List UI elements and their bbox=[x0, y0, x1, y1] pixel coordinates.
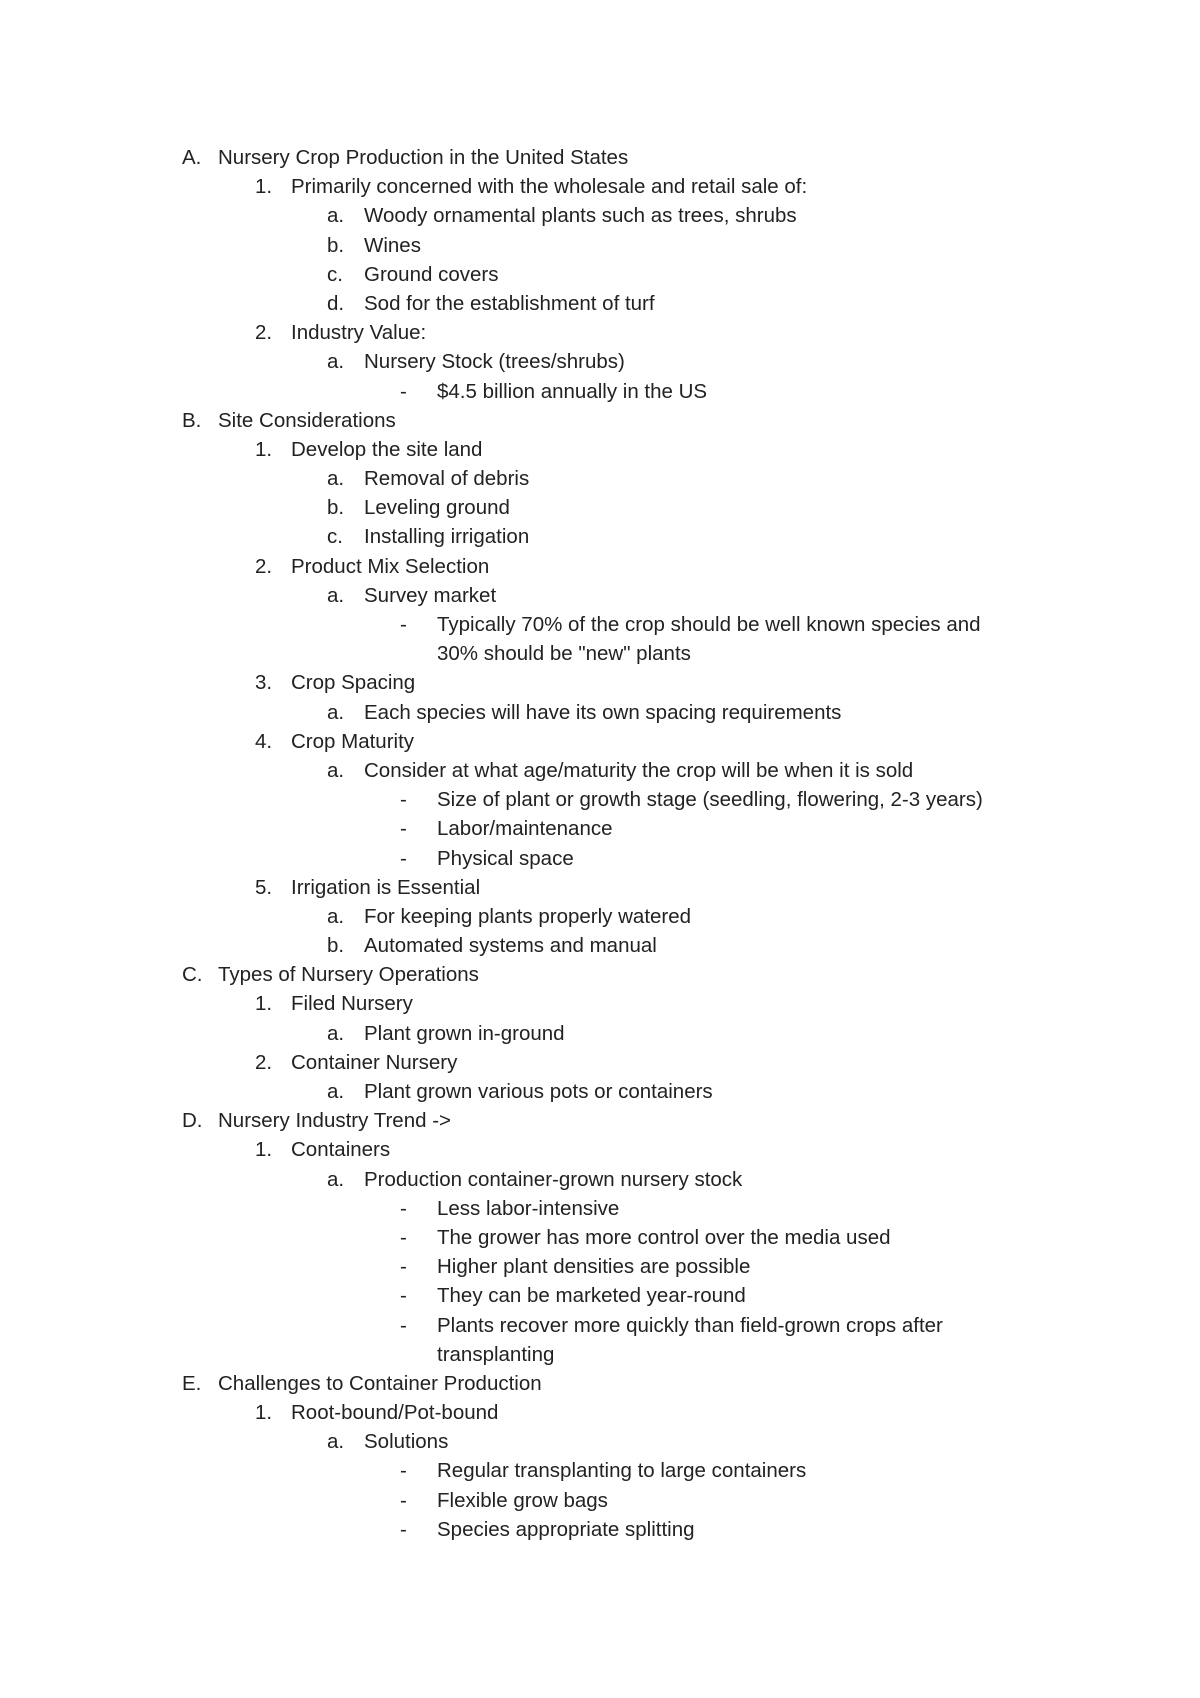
outline-text: Typically 70% of the crop should be well known species and bbox=[437, 613, 981, 636]
outline-marker: b. bbox=[327, 496, 345, 520]
outline-text: Challenges to Container Production bbox=[218, 1371, 542, 1395]
outline-marker: D. bbox=[182, 1109, 203, 1133]
outline-text: Plant grown various pots or containers bbox=[364, 1080, 713, 1103]
outline-text: The grower has more control over the media used bbox=[437, 1225, 891, 1249]
outline-text: Consider at what age/maturity the crop will be when it is sold bbox=[364, 758, 914, 782]
outline-marker: 1. bbox=[255, 992, 273, 1016]
bullet-dash: - bbox=[400, 788, 407, 812]
outline-item-level-1 bbox=[0, 552, 1200, 581]
outline-marker: a. bbox=[327, 204, 345, 228]
outline-item-level-3 bbox=[0, 814, 1200, 843]
outline-item-level-2 bbox=[0, 1165, 1200, 1194]
outline-marker: a. bbox=[327, 1021, 345, 1045]
outline-text: Installing irrigation bbox=[364, 525, 530, 549]
outline-text: Crop Spacing bbox=[291, 671, 416, 695]
outline-item-level-1 bbox=[0, 668, 1200, 697]
outline-marker: c. bbox=[327, 525, 343, 549]
outline-item-level-3 bbox=[0, 377, 1200, 406]
outline-text: Nursery Industry Trend -> bbox=[218, 1109, 451, 1133]
outline-item-level-3 bbox=[0, 1311, 1200, 1340]
outline-item-level-2 bbox=[0, 464, 1200, 493]
outline-text: Wines bbox=[364, 233, 421, 257]
bullet-dash: - bbox=[400, 1517, 407, 1541]
outline-marker: a. bbox=[327, 1080, 345, 1103]
outline-text: 30% should be "new" plants bbox=[437, 642, 691, 666]
bullet-dash: - bbox=[400, 1255, 407, 1279]
outline-item-level-2 bbox=[0, 260, 1200, 289]
outline-text: Solutions bbox=[364, 1430, 449, 1454]
outline-item-level-2 bbox=[0, 902, 1200, 931]
outline-marker: a. bbox=[327, 904, 345, 928]
outline-text: Nursery Stock (trees/shrubs) bbox=[364, 350, 625, 374]
outline-text: Primarily concerned with the wholesale and retail sale of: bbox=[291, 175, 808, 199]
outline-text: Size of plant or growth stage (seedling, flowering, 2-3 years) bbox=[437, 788, 983, 812]
outline-text: Leveling ground bbox=[364, 496, 510, 520]
outline-item-level-1 bbox=[0, 1048, 1200, 1077]
outline-text: Less labor-intensive bbox=[437, 1196, 620, 1220]
outline-marker: a. bbox=[327, 467, 345, 491]
outline-item-level-2 bbox=[0, 522, 1200, 551]
outline-item-level-2 bbox=[0, 201, 1200, 230]
bullet-dash: - bbox=[400, 1225, 407, 1249]
outline-item-level-1 bbox=[0, 318, 1200, 347]
outline-text: Survey market bbox=[364, 583, 497, 607]
outline-text: Irrigation is Essential bbox=[291, 875, 481, 899]
outline-text: Production container-grown nursery stock bbox=[364, 1167, 743, 1191]
outline-item-level-2 bbox=[0, 756, 1200, 785]
outline-text: Labor/maintenance bbox=[437, 817, 613, 841]
outline-marker: a. bbox=[327, 583, 345, 607]
outline-item-level-3 bbox=[0, 1486, 1200, 1515]
bullet-dash: - bbox=[400, 613, 407, 636]
outline-marker: b. bbox=[327, 233, 345, 257]
outline-text: Containers bbox=[291, 1138, 391, 1162]
outline-item-level-3 bbox=[0, 1281, 1200, 1310]
outline-item-level-0 bbox=[0, 960, 1200, 989]
bullet-dash: - bbox=[400, 1459, 407, 1483]
outline-text: For keeping plants properly watered bbox=[364, 904, 692, 928]
document-outline bbox=[0, 143, 1200, 1544]
bullet-dash: - bbox=[400, 846, 407, 870]
outline-item-level-3 bbox=[0, 844, 1200, 873]
outline-marker: 2. bbox=[255, 554, 273, 578]
outline-item-level-1 bbox=[0, 435, 1200, 464]
outline-marker: E. bbox=[182, 1371, 202, 1395]
outline-text: Automated systems and manual bbox=[364, 934, 657, 958]
outline-item-level-2 bbox=[0, 231, 1200, 260]
outline-marker: a. bbox=[327, 1430, 345, 1454]
outline-text: Sod for the establishment of turf bbox=[364, 291, 655, 315]
outline-item-level-1 bbox=[0, 727, 1200, 756]
outline-text: Woody ornamental plants such as trees, shrubs bbox=[364, 204, 797, 228]
outline-item-level-1 bbox=[0, 873, 1200, 902]
outline-item-level-1 bbox=[0, 1398, 1200, 1427]
outline-text: Container Nursery bbox=[291, 1050, 458, 1074]
outline-text: Removal of debris bbox=[364, 467, 530, 491]
outline-text: They can be marketed year-round bbox=[437, 1284, 746, 1308]
outline-marker: c. bbox=[327, 262, 343, 286]
outline-marker: 1. bbox=[255, 437, 273, 461]
outline-item-level-2 bbox=[0, 698, 1200, 727]
outline-item-level-1 bbox=[0, 1135, 1200, 1164]
outline-text: Species appropriate splitting bbox=[437, 1517, 695, 1541]
outline-marker: 1. bbox=[255, 175, 273, 199]
outline-marker: A. bbox=[182, 146, 202, 169]
outline-item-level-2 bbox=[0, 581, 1200, 610]
outline-item-level-0 bbox=[0, 143, 1200, 172]
outline-item-level-2 bbox=[0, 1077, 1200, 1106]
outline-marker: 4. bbox=[255, 729, 273, 753]
outline-marker: 2. bbox=[255, 1050, 273, 1074]
outline-text: Develop the site land bbox=[291, 437, 483, 461]
outline-marker: d. bbox=[327, 291, 345, 315]
outline-item-level-2 bbox=[0, 493, 1200, 522]
outline-text: $4.5 billion annually in the US bbox=[437, 379, 708, 403]
outline-text: Flexible grow bags bbox=[437, 1488, 608, 1512]
outline-text: Nursery Crop Production in the United States bbox=[218, 146, 629, 169]
bullet-dash: - bbox=[400, 817, 407, 841]
bullet-dash: - bbox=[400, 1313, 407, 1337]
outline-marker: a. bbox=[327, 758, 345, 782]
outline-item-level-3 bbox=[0, 785, 1200, 814]
outline-text: Physical space bbox=[437, 846, 574, 870]
outline-item-level-1 bbox=[0, 172, 1200, 201]
outline-item-level-2 bbox=[0, 1019, 1200, 1048]
outline-marker: a. bbox=[327, 700, 345, 724]
outline-marker: 1. bbox=[255, 1138, 273, 1162]
outline-text: Each species will have its own spacing requirements bbox=[364, 700, 842, 724]
outline-text: Plant grown in-ground bbox=[364, 1021, 565, 1045]
outline-text: Plants recover more quickly than field-grown crops after bbox=[437, 1313, 943, 1337]
outline-text: Ground covers bbox=[364, 262, 499, 286]
outline-marker: 5. bbox=[255, 875, 273, 899]
outline-item-level-0 bbox=[0, 406, 1200, 435]
outline-marker: a. bbox=[327, 1167, 345, 1191]
outline-item-level-3 bbox=[0, 1456, 1200, 1485]
outline-item-level-2 bbox=[0, 347, 1200, 376]
bullet-dash: - bbox=[400, 1284, 407, 1308]
bullet-dash: - bbox=[400, 379, 407, 403]
outline-item-level-3 bbox=[0, 610, 1200, 639]
outline-item-level-2 bbox=[0, 1427, 1200, 1456]
outline-text: Site Considerations bbox=[218, 408, 396, 432]
outline-item-level-3 bbox=[0, 1194, 1200, 1223]
outline-item-level-3 bbox=[0, 1515, 1200, 1544]
outline-marker: a. bbox=[327, 350, 345, 374]
outline-marker: b. bbox=[327, 934, 345, 958]
outline-text: Industry Value: bbox=[291, 321, 427, 345]
bullet-dash: - bbox=[400, 1488, 407, 1512]
outline-item-level-3 bbox=[0, 1223, 1200, 1252]
outline-text: Types of Nursery Operations bbox=[218, 963, 479, 987]
outline-marker: C. bbox=[182, 963, 203, 987]
outline-marker: 2. bbox=[255, 321, 273, 345]
outline-text: Product Mix Selection bbox=[291, 554, 490, 578]
outline-text: transplanting bbox=[437, 1342, 555, 1366]
bullet-dash: - bbox=[400, 1196, 407, 1220]
outline-item-level-2 bbox=[0, 289, 1200, 318]
outline-marker: 1. bbox=[255, 1401, 273, 1425]
outline-item-level-3 bbox=[0, 1252, 1200, 1281]
outline-item-level-2 bbox=[0, 931, 1200, 960]
outline-item-continuation bbox=[0, 639, 1200, 668]
outline-item-continuation bbox=[0, 1340, 1200, 1369]
outline-item-level-0 bbox=[0, 1106, 1200, 1135]
outline-marker: 3. bbox=[255, 671, 273, 695]
outline-item-level-0 bbox=[0, 1369, 1200, 1398]
outline-text: Regular transplanting to large containers bbox=[437, 1459, 807, 1483]
outline-text: Crop Maturity bbox=[291, 729, 415, 753]
outline-marker: B. bbox=[182, 408, 202, 432]
outline-item-level-1 bbox=[0, 989, 1200, 1018]
outline-text: Root-bound/Pot-bound bbox=[291, 1401, 499, 1425]
outline-text: Higher plant densities are possible bbox=[437, 1255, 751, 1279]
outline-text: Filed Nursery bbox=[291, 992, 413, 1016]
